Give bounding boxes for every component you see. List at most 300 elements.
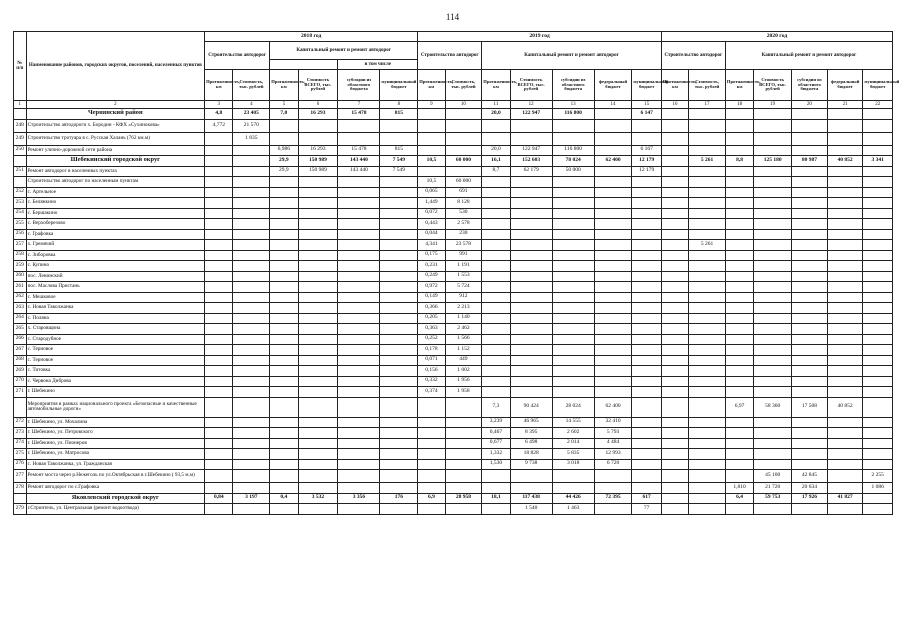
data-cell — [205, 355, 233, 366]
data-cell — [632, 229, 661, 240]
data-cell — [594, 483, 632, 494]
data-cell: 0,156 — [418, 366, 445, 377]
data-cell — [632, 119, 661, 132]
data-cell — [233, 198, 270, 209]
data-cell — [632, 438, 661, 449]
data-cell — [510, 470, 552, 483]
data-cell — [380, 459, 418, 470]
data-cell — [380, 428, 418, 439]
data-cell: 40 852 — [827, 397, 863, 417]
data-cell — [594, 334, 632, 345]
data-cell — [552, 334, 594, 345]
data-cell — [233, 240, 270, 251]
data-cell: 3 341 — [863, 156, 893, 167]
data-cell — [792, 145, 828, 156]
data-cell: 0,4 — [270, 493, 298, 504]
data-cell — [594, 250, 632, 261]
data-cell — [233, 504, 270, 515]
table-row — [14, 493, 893, 504]
table-row — [14, 428, 893, 439]
data-cell: 449 — [445, 355, 482, 366]
row-number: 271 — [14, 387, 27, 398]
data-cell — [792, 292, 828, 303]
data-cell — [380, 345, 418, 356]
data-cell: 4,8 — [205, 109, 233, 120]
data-cell — [863, 313, 893, 324]
data-cell — [380, 240, 418, 251]
data-cell: 530 — [445, 208, 482, 219]
column-number: 10 — [445, 101, 482, 109]
data-cell — [827, 303, 863, 314]
data-cell — [754, 438, 792, 449]
data-cell: 4,341 — [418, 240, 445, 251]
data-cell: 6 720 — [594, 459, 632, 470]
data-cell — [827, 459, 863, 470]
data-cell: 0,84 — [205, 493, 233, 504]
data-cell: 12 179 — [632, 156, 661, 167]
data-cell — [863, 187, 893, 198]
data-cell: 23 405 — [233, 109, 270, 120]
data-cell — [661, 198, 688, 209]
data-cell: 2 578 — [445, 219, 482, 230]
data-cell — [863, 219, 893, 230]
data-cell — [270, 229, 298, 240]
table-row — [14, 324, 893, 335]
row-number: 267 — [14, 345, 27, 356]
column-number: 8 — [380, 101, 418, 109]
data-cell — [661, 376, 688, 387]
header-no: № п/п — [14, 32, 27, 101]
data-cell — [792, 229, 828, 240]
row-name: с. Мешковое — [26, 292, 205, 303]
row-number: 260 — [14, 271, 27, 282]
data-cell — [298, 334, 338, 345]
data-cell — [863, 417, 893, 428]
data-cell — [418, 166, 445, 177]
data-cell — [827, 376, 863, 387]
row-number — [14, 109, 27, 120]
row-number: 264 — [14, 313, 27, 324]
data-cell — [689, 198, 726, 209]
data-cell — [233, 366, 270, 377]
data-cell — [792, 109, 828, 120]
data-cell — [298, 271, 338, 282]
data-cell — [754, 366, 792, 377]
data-cell — [689, 397, 726, 417]
data-cell: 77 — [632, 504, 661, 515]
data-cell — [205, 198, 233, 209]
data-cell — [380, 334, 418, 345]
table-row — [14, 345, 893, 356]
column-number: 12 — [510, 101, 552, 109]
data-cell — [754, 292, 792, 303]
data-cell — [270, 324, 298, 335]
data-cell — [233, 324, 270, 335]
data-cell — [863, 250, 893, 261]
col-cost: Стоимость, тыс. рублей — [445, 70, 482, 101]
row-name: г. Шебекино, ул. Матросова — [26, 449, 205, 460]
data-cell — [338, 313, 380, 324]
data-cell: 1,810 — [725, 483, 753, 494]
data-cell — [594, 119, 632, 132]
data-cell — [661, 119, 688, 132]
data-cell — [338, 324, 380, 335]
data-cell — [233, 417, 270, 428]
data-cell — [689, 109, 726, 120]
data-cell — [863, 271, 893, 282]
data-cell — [205, 208, 233, 219]
data-cell: 46 965 — [510, 417, 552, 428]
data-cell — [754, 145, 792, 156]
data-cell — [380, 303, 418, 314]
data-cell — [298, 449, 338, 460]
data-cell — [827, 345, 863, 356]
data-cell — [482, 483, 510, 494]
data-cell — [661, 313, 688, 324]
data-cell — [863, 177, 893, 188]
data-cell — [510, 282, 552, 293]
data-cell — [482, 219, 510, 230]
data-cell: 2 462 — [445, 324, 482, 335]
data-cell — [510, 119, 552, 132]
data-cell — [689, 229, 726, 240]
data-cell — [689, 261, 726, 272]
data-cell — [594, 366, 632, 377]
column-number: 11 — [482, 101, 510, 109]
data-cell: 0,072 — [418, 208, 445, 219]
data-cell: 23 578 — [445, 240, 482, 251]
data-cell — [338, 438, 380, 449]
data-cell — [552, 313, 594, 324]
data-cell — [270, 355, 298, 366]
data-cell — [482, 177, 510, 188]
row-name: г. Шебекино, ул. Мочалина — [26, 417, 205, 428]
row-name: Строительство автодороги х. Бородин - КФХ «Сухинокова» — [26, 119, 205, 132]
data-cell — [594, 229, 632, 240]
data-cell — [270, 219, 298, 230]
data-cell — [689, 208, 726, 219]
data-cell — [510, 187, 552, 198]
column-number: 9 — [418, 101, 445, 109]
data-cell — [552, 387, 594, 398]
data-cell: 912 — [445, 292, 482, 303]
row-name: с. Стародубное — [26, 334, 205, 345]
data-cell — [205, 156, 233, 167]
data-cell — [445, 459, 482, 470]
data-cell — [863, 145, 893, 156]
table-row — [14, 177, 893, 188]
table-row — [14, 166, 893, 177]
row-number: 274 — [14, 438, 27, 449]
data-cell — [689, 345, 726, 356]
data-cell — [827, 504, 863, 515]
data-cell — [661, 387, 688, 398]
data-cell — [418, 438, 445, 449]
row-name: Строительство автодорог по населенным пунктам — [26, 177, 205, 188]
table-row — [14, 145, 893, 156]
data-cell: 0,366 — [418, 303, 445, 314]
data-cell — [510, 376, 552, 387]
row-number: 249 — [14, 132, 27, 145]
data-cell — [661, 282, 688, 293]
data-cell — [418, 109, 445, 120]
data-cell — [689, 470, 726, 483]
data-cell — [205, 271, 233, 282]
data-cell — [233, 187, 270, 198]
row-name: Шебекинский городской округ — [26, 156, 205, 167]
data-cell — [482, 282, 510, 293]
row-number: 254 — [14, 208, 27, 219]
column-number: 16 — [661, 101, 688, 109]
data-cell — [205, 438, 233, 449]
data-cell — [594, 387, 632, 398]
data-cell — [338, 261, 380, 272]
data-cell — [338, 504, 380, 515]
header-construction-2020: Строительство автодорог — [661, 42, 725, 70]
data-cell — [482, 376, 510, 387]
data-cell — [380, 504, 418, 515]
data-cell — [754, 504, 792, 515]
header-construction-2019: Строительство автодорог — [418, 42, 482, 70]
row-number: 259 — [14, 261, 27, 272]
data-cell — [689, 313, 726, 324]
data-cell — [754, 387, 792, 398]
row-name: с. Верхоберезово — [26, 219, 205, 230]
row-name: с. Купино — [26, 261, 205, 272]
data-cell: 1 086 — [863, 483, 893, 494]
data-cell — [725, 324, 753, 335]
col-subsidies: субсидии из областного бюджета — [792, 70, 828, 101]
data-cell — [661, 483, 688, 494]
table-body — [14, 109, 893, 515]
data-cell — [689, 271, 726, 282]
data-cell — [661, 470, 688, 483]
data-cell — [270, 504, 298, 515]
data-cell — [298, 219, 338, 230]
data-cell — [661, 345, 688, 356]
data-cell — [482, 119, 510, 132]
data-cell — [792, 187, 828, 198]
data-cell — [863, 198, 893, 209]
data-cell — [338, 366, 380, 377]
data-cell: 8 128 — [445, 198, 482, 209]
data-cell — [863, 428, 893, 439]
data-cell — [380, 132, 418, 145]
data-cell — [792, 250, 828, 261]
table-row — [14, 303, 893, 314]
column-number: 18 — [725, 101, 753, 109]
data-cell — [661, 428, 688, 439]
data-cell — [827, 208, 863, 219]
data-cell — [298, 229, 338, 240]
data-cell — [233, 387, 270, 398]
data-cell — [594, 282, 632, 293]
data-cell — [445, 417, 482, 428]
col-length: Протяженность, км — [482, 70, 510, 101]
data-cell — [594, 166, 632, 177]
data-cell — [205, 459, 233, 470]
data-cell — [725, 229, 753, 240]
table-row — [14, 132, 893, 145]
data-cell — [298, 366, 338, 377]
data-cell — [827, 229, 863, 240]
data-cell — [594, 145, 632, 156]
data-cell: 90 424 — [510, 397, 552, 417]
data-cell — [754, 324, 792, 335]
data-cell: 6 498 — [510, 438, 552, 449]
data-cell — [510, 345, 552, 356]
data-cell — [298, 417, 338, 428]
data-cell: 50 000 — [552, 166, 594, 177]
data-cell — [661, 271, 688, 282]
data-cell: 116 800 — [552, 145, 594, 156]
data-cell — [233, 208, 270, 219]
row-number: 276 — [14, 459, 27, 470]
data-cell — [338, 376, 380, 387]
data-cell — [338, 177, 380, 188]
data-cell — [689, 324, 726, 335]
data-cell — [594, 355, 632, 366]
data-cell — [205, 145, 233, 156]
data-cell: 10,5 — [418, 177, 445, 188]
col-total: Стоимость ВСЕГО, тыс. рублей — [510, 70, 552, 101]
data-cell — [827, 250, 863, 261]
table-row — [14, 397, 893, 417]
data-cell — [552, 292, 594, 303]
col-federal: федеральный бюджет — [827, 70, 863, 101]
col-length: Протяженность, км — [418, 70, 445, 101]
data-cell — [689, 493, 726, 504]
data-cell — [792, 313, 828, 324]
data-cell — [754, 198, 792, 209]
data-cell: 991 — [445, 250, 482, 261]
data-cell: 5 724 — [445, 282, 482, 293]
table-row — [14, 313, 893, 324]
row-number: 278 — [14, 483, 27, 494]
row-number: 275 — [14, 449, 27, 460]
data-cell — [689, 292, 726, 303]
data-cell: 7,3 — [482, 397, 510, 417]
data-cell — [205, 240, 233, 251]
row-name: с. Зиборовка — [26, 250, 205, 261]
data-cell — [632, 483, 661, 494]
data-cell — [792, 177, 828, 188]
column-number: 1 — [14, 101, 27, 109]
data-cell — [482, 324, 510, 335]
data-cell: 18,1 — [482, 493, 510, 504]
data-cell — [418, 132, 445, 145]
data-cell — [792, 219, 828, 230]
data-cell — [725, 119, 753, 132]
data-cell — [205, 334, 233, 345]
row-name: с. Поляна — [26, 313, 205, 324]
data-cell — [725, 387, 753, 398]
data-cell: 0,044 — [418, 229, 445, 240]
data-cell — [552, 376, 594, 387]
data-cell: 5 261 — [689, 156, 726, 167]
data-cell — [205, 261, 233, 272]
data-cell — [632, 219, 661, 230]
data-cell — [445, 132, 482, 145]
data-cell — [594, 109, 632, 120]
data-cell: 5 793 — [594, 428, 632, 439]
data-cell: 17 508 — [792, 397, 828, 417]
data-cell — [482, 229, 510, 240]
row-number — [14, 397, 27, 417]
data-cell — [792, 366, 828, 377]
data-cell — [689, 145, 726, 156]
data-cell — [338, 240, 380, 251]
data-cell: 6,986 — [270, 145, 298, 156]
column-number: 17 — [689, 101, 726, 109]
data-cell — [338, 187, 380, 198]
data-cell — [338, 397, 380, 417]
data-cell — [689, 132, 726, 145]
data-cell — [792, 428, 828, 439]
data-cell — [380, 397, 418, 417]
data-cell — [594, 324, 632, 335]
row-name: с. Терновое — [26, 345, 205, 356]
data-cell — [510, 271, 552, 282]
data-cell — [205, 187, 233, 198]
data-cell — [338, 198, 380, 209]
data-cell — [233, 428, 270, 439]
data-cell — [510, 292, 552, 303]
table-row — [14, 470, 893, 483]
data-cell — [594, 240, 632, 251]
data-cell — [827, 449, 863, 460]
data-cell: 15 478 — [338, 145, 380, 156]
data-cell: 12 179 — [632, 166, 661, 177]
table-row — [14, 208, 893, 219]
data-cell — [482, 470, 510, 483]
data-cell: 16 293 — [298, 145, 338, 156]
data-cell — [661, 417, 688, 428]
data-cell — [792, 324, 828, 335]
data-cell: 80 987 — [792, 156, 828, 167]
data-cell — [632, 387, 661, 398]
data-cell: 28 024 — [552, 397, 594, 417]
data-cell: 12 993 — [594, 449, 632, 460]
data-cell — [827, 387, 863, 398]
data-cell — [725, 187, 753, 198]
column-number: 21 — [827, 101, 863, 109]
data-cell — [661, 132, 688, 145]
data-cell — [792, 438, 828, 449]
data-cell — [661, 250, 688, 261]
data-cell — [863, 345, 893, 356]
data-cell — [725, 132, 753, 145]
row-name: с. Бершакино — [26, 208, 205, 219]
data-cell — [725, 208, 753, 219]
data-cell: 45 100 — [754, 470, 792, 483]
data-cell — [792, 208, 828, 219]
data-cell — [689, 438, 726, 449]
data-cell — [632, 334, 661, 345]
header-repair-2020: Капитальный ремонт и ремонт автодорог — [725, 42, 892, 70]
row-name: х. Старовщина — [26, 324, 205, 335]
row-name: Ремонт автодорог в населенных пунктах — [26, 166, 205, 177]
data-cell: 176 — [380, 493, 418, 504]
data-cell — [552, 229, 594, 240]
data-cell: 230 — [445, 229, 482, 240]
roads-funding-table — [13, 31, 900, 515]
data-cell — [689, 483, 726, 494]
table-row — [14, 198, 893, 209]
data-cell: 0,065 — [418, 187, 445, 198]
data-cell — [298, 397, 338, 417]
data-cell: 1 835 — [233, 132, 270, 145]
